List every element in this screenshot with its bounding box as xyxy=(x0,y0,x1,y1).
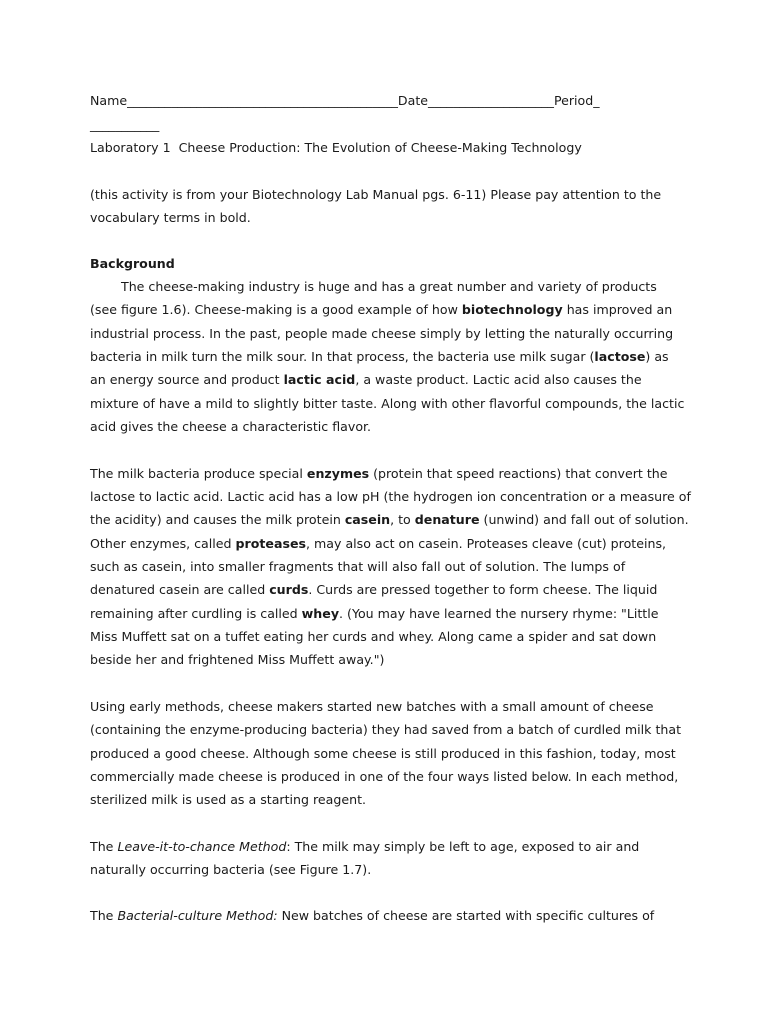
vocab-term: whey xyxy=(301,606,340,621)
paragraph-line: mixture of have a mild to slightly bitter taste. Along with other flavorful compounds, the lactic xyxy=(90,396,685,411)
vocab-term: denature xyxy=(414,512,480,527)
paragraph-line: Using early methods, cheese makers started new batches with a small amount of cheese xyxy=(90,699,654,714)
section-heading xyxy=(90,256,175,272)
paragraph-line: the acidity) and causes the milk protein casein, to denature (unwind) and fall out of solution. xyxy=(90,512,689,527)
paragraph-line: produced a good cheese. Although some cheese is still produced in this fashion, today, most xyxy=(90,746,676,761)
background-heading: Background xyxy=(90,256,175,271)
paragraph-line: sterilized milk is used as a starting reagent. xyxy=(90,792,367,807)
intro-line: vocabulary terms in bold. xyxy=(90,210,251,225)
paragraph-line: Other enzymes, called proteases, may also act on casein. Proteases cleave (cut) proteins, xyxy=(90,536,667,551)
intro-line: (this activity is from your Biotechnology Lab Manual pgs. 6-11) Please pay attention to the xyxy=(90,187,662,202)
vocab-term: enzymes xyxy=(306,466,370,481)
name-date-period-line: Name___________________________________________Date____________________Period_ xyxy=(90,93,600,108)
vocab-term: proteases xyxy=(235,536,307,551)
paragraph-line: remaining after curdling is called whey. (You may have learned the nursery rhyme: "Little xyxy=(90,606,659,621)
lab-title: Laboratory 1 Cheese Production: The Evolution of Cheese-Making Technology xyxy=(90,140,582,155)
vocab-term: biotechnology xyxy=(461,302,563,317)
paragraph-line: (see figure 1.6). Cheese-making is a good example of how biotechnology has improved an xyxy=(90,302,673,317)
paragraph-line: such as casein, into smaller fragments that will also fall out of solution. The lumps of xyxy=(90,559,626,574)
paragraph-line: (containing the enzyme-producing bacteria) they had saved from a batch of curdled milk that xyxy=(90,722,682,737)
vocab-term: lactose xyxy=(594,349,646,364)
paragraph-line: The Bacterial-culture Method: New batches of cheese are started with specific cultures of xyxy=(90,908,655,923)
paragraph-line: The milk bacteria produce special enzymes (protein that speed reactions) that convert the xyxy=(90,466,668,481)
method-name: Leave-it-to-chance Method xyxy=(117,839,287,854)
paragraph-line: The Leave-it-to-chance Method: The milk may simply be left to age, exposed to air and xyxy=(90,839,640,854)
paragraph-line: lactose to lactic acid. Lactic acid has a low pH (the hydrogen ion concentration or a measure of xyxy=(90,489,691,504)
vocab-term: casein xyxy=(344,512,391,527)
paragraph-line: bacteria in milk turn the milk sour. In that process, the bacteria use milk sugar (lactose) as xyxy=(90,349,669,364)
paragraph-line: Miss Muffett sat on a tuffet eating her curds and whey. Along came a spider and sat down xyxy=(90,629,657,644)
period-line-continuation: ___________ xyxy=(90,117,160,132)
paragraph-line: an energy source and product lactic acid, a waste product. Lactic acid also causes the xyxy=(90,372,642,387)
method-name: Bacterial-culture Method: xyxy=(117,908,278,923)
vocab-term: curds xyxy=(269,582,309,597)
paragraph-line: naturally occurring bacteria (see Figure 1.7). xyxy=(90,862,372,877)
paragraph-line: acid gives the cheese a characteristic flavor. xyxy=(90,419,372,434)
paragraph-line: beside her and frightened Miss Muffett away.") xyxy=(90,652,385,667)
paragraph-line: The cheese-making industry is huge and has a great number and variety of products xyxy=(121,279,657,294)
paragraph-line: industrial process. In the past, people made cheese simply by letting the naturally occurring xyxy=(90,326,674,341)
paragraph-line: commercially made cheese is produced in one of the four ways listed below. In each method, xyxy=(90,769,679,784)
vocab-term: lactic acid xyxy=(283,372,356,387)
paragraph-line: denatured casein are called curds. Curds are pressed together to form cheese. The liquid xyxy=(90,582,658,597)
